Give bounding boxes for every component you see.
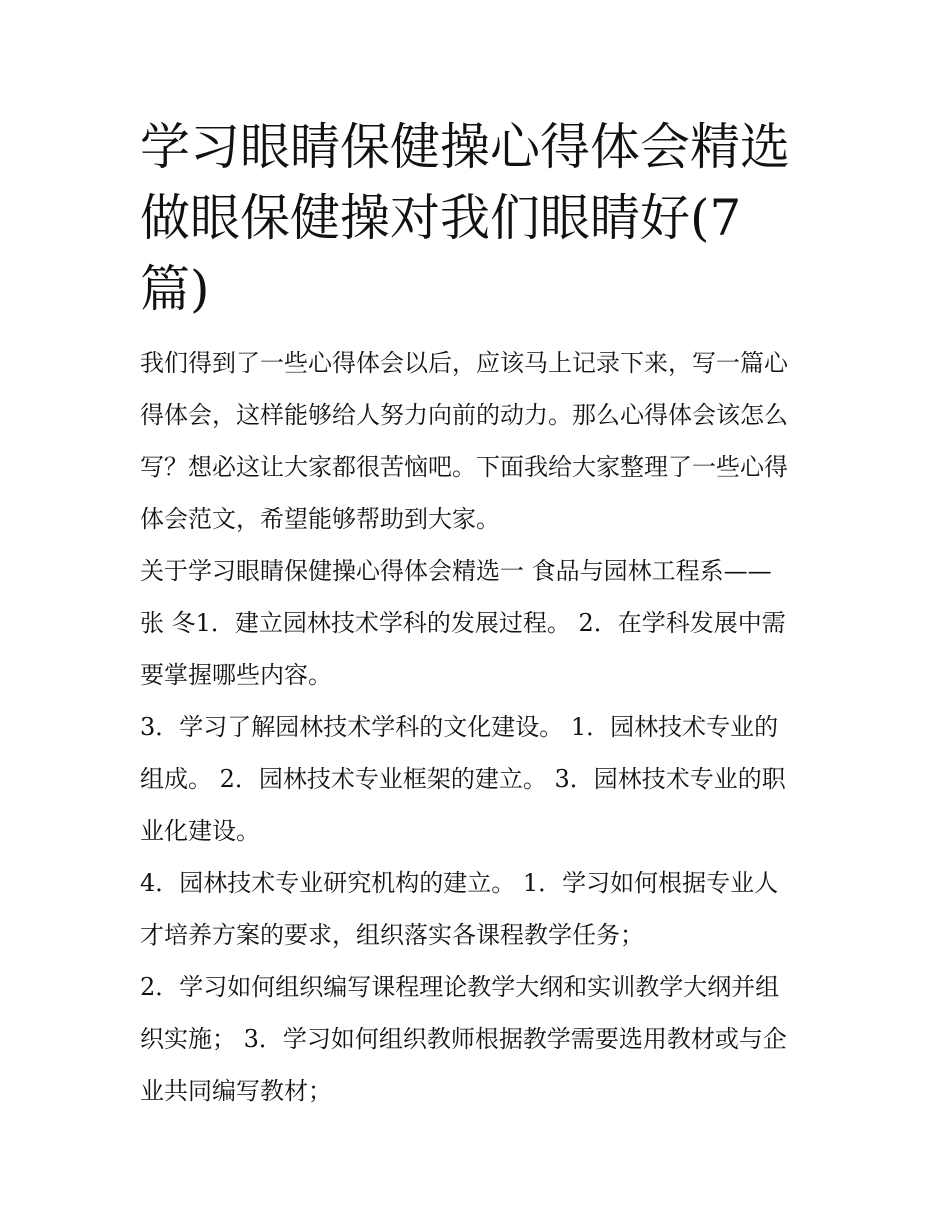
text-line: 得体会，这样能够给人努力向前的动力。那么心得体会该怎么: [140, 401, 788, 429]
paragraph-item-3: [140, 701, 812, 857]
text-line: 写？想必这让大家都很苦恼吧。下面我给大家整理了一些心得: [140, 453, 788, 481]
text-line: 体会范文，希望能够帮助到大家。: [140, 505, 500, 533]
document-title: [140, 112, 812, 325]
text-line: 4．园林技术专业研究机构的建立。 1．学习如何根据专业人: [140, 869, 779, 897]
title-line: 做眼保健操对我们眼睛好(7: [140, 189, 742, 247]
text-line: 业化建设。: [140, 817, 260, 845]
paragraph-section-one: [140, 545, 812, 701]
text-line: 我们得到了一些心得体会以后，应该马上记录下来，写一篇心: [140, 349, 788, 377]
text-line: 关于学习眼睛保健操心得体会精选一 食品与园林工程系——: [140, 557, 772, 585]
paragraph-item-4: [140, 857, 812, 961]
paragraph-item-2: [140, 961, 812, 1117]
document-body: [140, 337, 812, 1117]
text-line: 3．学习了解园林技术学科的文化建设。 1．园林技术专业的: [140, 713, 779, 741]
text-line: 织实施； 3．学习如何组织教师根据教学需要选用教材或与企: [140, 1025, 787, 1053]
document-content: [140, 112, 812, 1117]
text-line: 业共同编写教材；: [140, 1077, 332, 1105]
paragraph-intro: [140, 337, 812, 545]
text-line: 组成。 2．园林技术专业框架的建立。 3．园林技术专业的职: [140, 765, 786, 793]
text-line: 要掌握哪些内容。: [140, 661, 332, 689]
text-line: 2．学习如何组织编写课程理论教学大纲和实训教学大纲并组: [140, 973, 780, 1001]
title-line: 学习眼睛保健操心得体会精选: [140, 118, 790, 176]
title-line: 篇): [140, 260, 210, 318]
text-line: 张 冬1．建立园林技术学科的发展过程。 2．在学科发展中需: [140, 609, 786, 637]
text-line: 才培养方案的要求，组织落实各课程教学任务；: [140, 921, 644, 949]
